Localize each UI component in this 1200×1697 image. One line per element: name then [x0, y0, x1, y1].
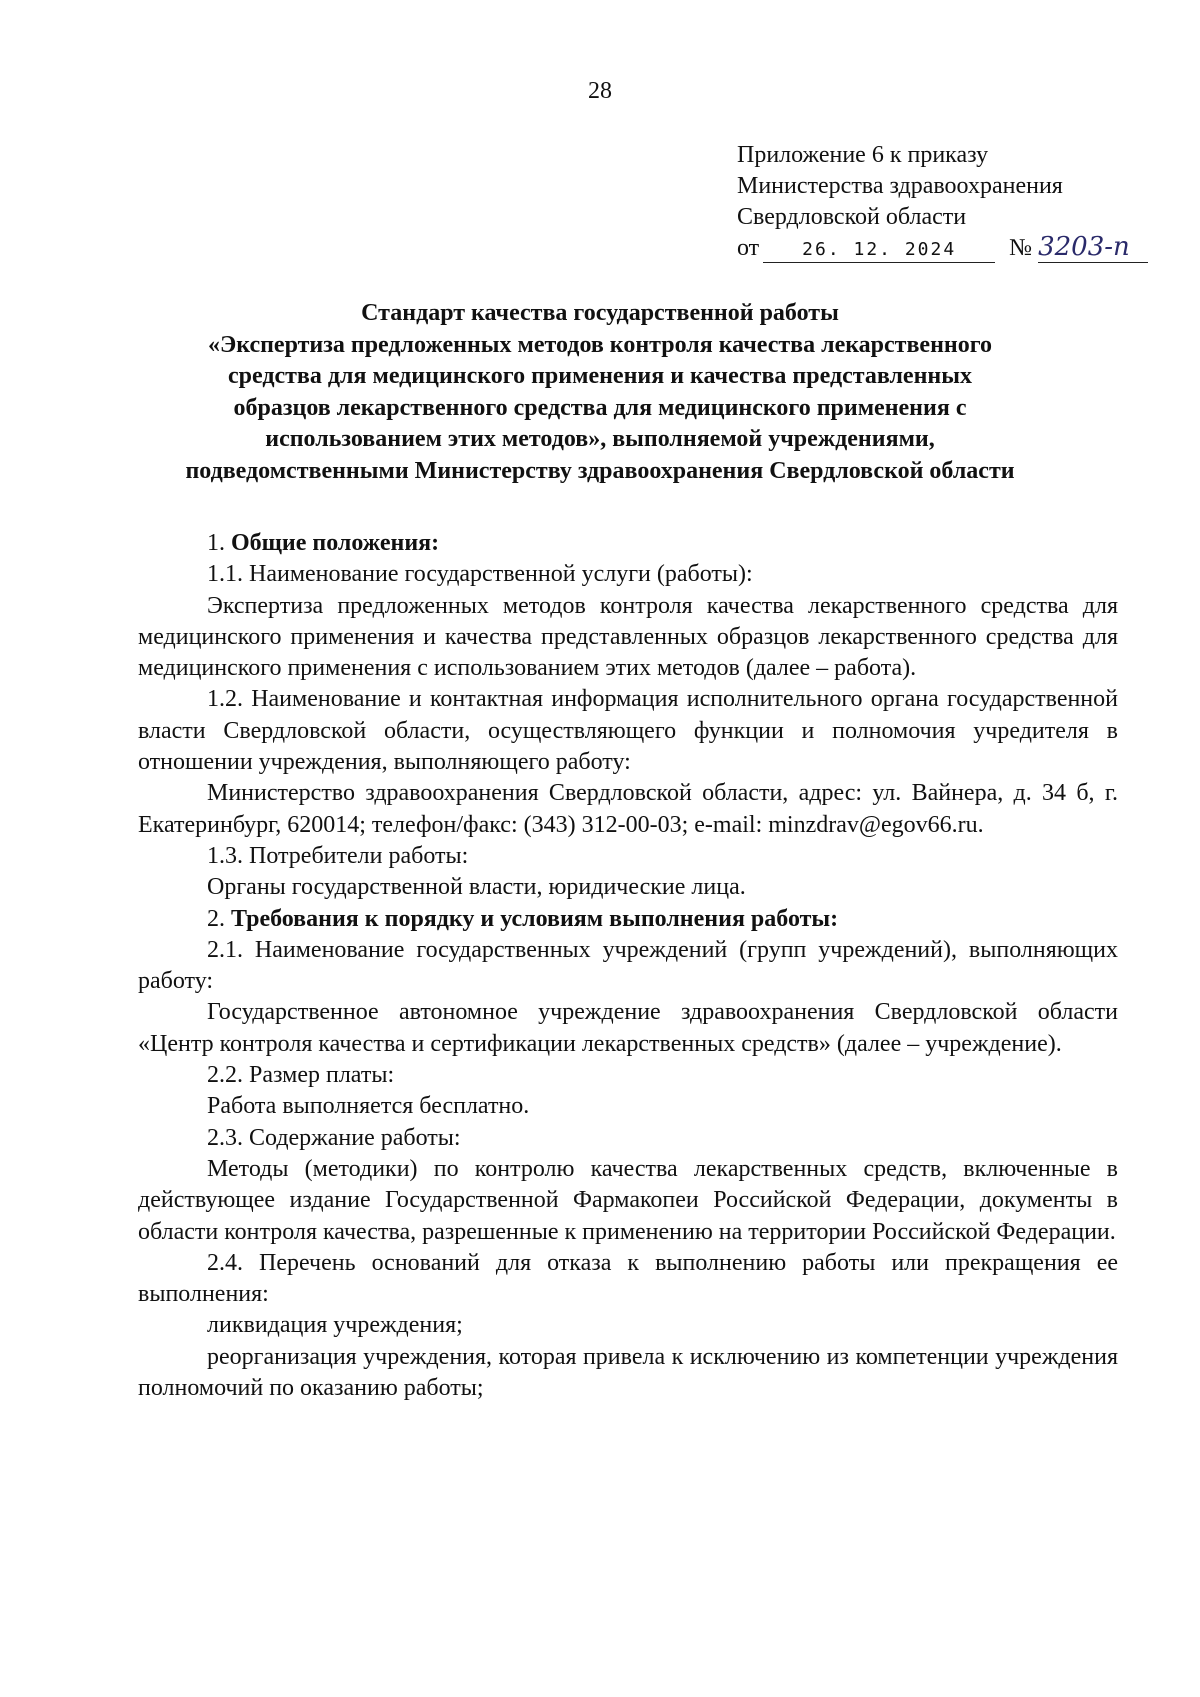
section-1-heading	[138, 528, 1118, 559]
paragraph-2-2: 2.2. Размер платы:	[207, 1062, 395, 1089]
title-line-5: использованием этих методов», выполняемой учреждениями,	[265, 426, 935, 452]
paragraph-1-1: 1.1. Наименование государственной услуги (работы):	[207, 561, 753, 588]
title-line-3: средства для медицинского применения и качества представленных	[228, 363, 972, 389]
paragraph-2-3-text: Методы (методики) по контролю качества лекарственных средств, включенные в действующее издание Государственной Фармакопеи Российской Федерации, документы в области контроля качества, разрешенные к применению на территории Российской Федерации.	[138, 1155, 1118, 1245]
paragraph-2-2-text: Работа выполняется бесплатно.	[207, 1093, 530, 1120]
paragraph-2-4-item-2: реорганизация учреждения, которая привела к исключению из компетенции учреждения полномочий по оказанию работы;	[138, 1343, 1118, 1402]
title-line-2: «Экспертиза предложенных методов контроля качества лекарственного	[207, 331, 993, 358]
appendix-line-3: Свердловской области	[737, 204, 967, 230]
appendix-line-2: Министерства здравоохранения	[737, 173, 1063, 199]
order-number-handwritten: 3203-п	[1038, 236, 1148, 263]
section-1-title: Общие положения:	[231, 530, 440, 556]
paragraph-2-1-text: Государственное автономное учреждение здравоохранения Свердловской области «Центр контроля качества и сертификации лекарственных средств» (далее – учреждение).	[138, 999, 1118, 1057]
appendix-line-1: Приложение 6 к приказу	[737, 142, 989, 168]
paragraph-2-1: 2.1. Наименование государственных учреждений (групп учреждений), выполняющих работу:	[138, 936, 1118, 995]
section-2-heading	[138, 904, 1118, 935]
title-line-1: Стандарт качества государственной работы	[361, 300, 839, 326]
from-label: от	[737, 235, 760, 261]
paragraph-1-3-text: Органы государственной власти, юридические лица.	[207, 874, 746, 901]
order-date-number-line	[737, 233, 1148, 264]
title-line-4: образцов лекарственного средства для медицинского применения с	[233, 394, 967, 421]
document-title	[130, 298, 1070, 487]
appendix-block	[737, 140, 1148, 264]
title-line-6: подведомственными Министерству здравоохранения Свердловской области	[185, 457, 1015, 484]
page-number: 28	[588, 78, 612, 104]
paragraph-1-2-text: Министерство здравоохранения Свердловской области, адрес: ул. Вайнера, д. 34 б, г. Екатеринбург, 620014; телефон/факс: (343) 312-00-03; e-mail: minzdrav@egov66.ru.	[138, 780, 1118, 838]
section-2-title: Требования к порядку и условиям выполнения работы:	[231, 905, 839, 932]
document-body	[138, 528, 1118, 1404]
paragraph-2-4-item-1: ликвидация учреждения;	[207, 1312, 463, 1339]
section-2-number: 2.	[207, 905, 225, 932]
order-date: 26. 12. 2024	[763, 236, 995, 263]
section-1-number: 1.	[207, 530, 225, 556]
paragraph-2-4: 2.4. Перечень оснований для отказа к выполнению работы или прекращения ее выполнения:	[138, 1249, 1118, 1308]
paragraph-2-3: 2.3. Содержание работы:	[207, 1124, 461, 1151]
paragraph-1-3: 1.3. Потребители работы:	[207, 842, 469, 869]
paragraph-1-1-text: Экспертиза предложенных методов контроля качества лекарственного средства для медицинского применения и качества представленных образцов лекарственного средства для медицинского применения с использованием этих методов (далее – работа).	[138, 592, 1118, 682]
paragraph-1-2: 1.2. Наименование и контактная информация исполнительного органа государственной власти Свердловской области, осуществляющего функции и полномочия учредителя в отношении учреждения, выполняющего работу:	[138, 686, 1118, 776]
number-label: №	[1009, 235, 1033, 261]
